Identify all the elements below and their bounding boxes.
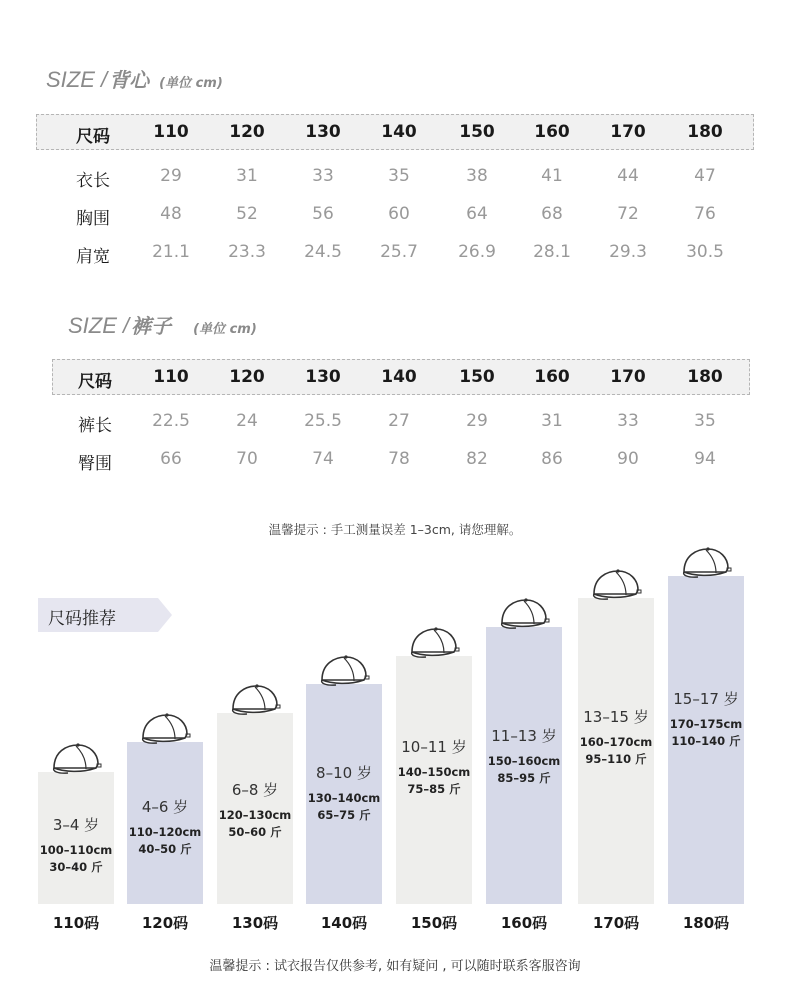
- weight-range: 95–110 斤: [585, 752, 647, 766]
- age-range: 15–17 岁: [673, 690, 739, 708]
- size-word: SIZE /: [68, 313, 130, 338]
- vest-cell-value: 21.1: [152, 242, 190, 262]
- vest-cell-value: 26.9: [458, 242, 496, 262]
- size-bar: [486, 627, 562, 904]
- age-range: 4–6 岁: [141, 798, 189, 816]
- height-range: 150–160cm: [487, 754, 561, 768]
- cap-icon: [588, 568, 644, 604]
- cap-icon: [48, 742, 104, 778]
- vest-cell-value: 24.5: [304, 242, 342, 262]
- vest-cell-value: 68: [541, 204, 563, 224]
- vest-category: 背心: [109, 68, 150, 92]
- pants-cell-value: 33: [617, 411, 639, 431]
- pants-header-size: 160: [534, 367, 570, 387]
- pants-header-label: 尺码: [78, 372, 112, 392]
- vest-cell-value: 56: [312, 204, 334, 224]
- size-bar: [127, 742, 203, 904]
- height-weight: [127, 824, 203, 858]
- pants-row-label: 裤长: [78, 416, 112, 436]
- weight-range: 40–50 斤: [138, 842, 192, 856]
- pants-cell-value: 86: [541, 449, 563, 469]
- size-label: 160码: [500, 914, 548, 932]
- vest-cell-value: 23.3: [228, 242, 266, 262]
- pants-section-title: [68, 310, 257, 339]
- size-label: 140码: [320, 914, 368, 932]
- vest-header-size: 140: [381, 122, 417, 142]
- vest-cell-value: 30.5: [686, 242, 724, 262]
- cap-icon: [678, 546, 734, 582]
- vest-section-title: [46, 64, 223, 93]
- size-bar: [396, 656, 472, 904]
- vest-cell-value: 72: [617, 204, 639, 224]
- size-bar: [578, 598, 654, 904]
- pants-cell-value: 94: [694, 449, 716, 469]
- age-range: 8–10 岁: [316, 764, 372, 782]
- cap-icon: [227, 683, 283, 719]
- pants-cell-value: 25.5: [304, 411, 342, 431]
- unit-label: (单位 cm): [193, 322, 257, 337]
- vest-header-label: 尺码: [76, 127, 110, 147]
- vest-header-size: 120: [229, 122, 265, 142]
- pants-cell-value: 35: [694, 411, 716, 431]
- vest-cell-value: 31: [236, 166, 258, 186]
- pants-row-label: 臀围: [78, 454, 112, 474]
- vest-row-label: 肩宽: [76, 247, 110, 267]
- vest-cell-value: 48: [160, 204, 182, 224]
- pants-cell-value: 70: [236, 449, 258, 469]
- vest-header-size: 130: [305, 122, 341, 142]
- age-range: 11–13 岁: [491, 727, 557, 745]
- height-range: 100–110cm: [39, 843, 113, 857]
- height-weight: [668, 716, 744, 750]
- height-weight: [217, 807, 293, 841]
- height-range: 140–150cm: [397, 765, 471, 779]
- vest-cell-value: 41: [541, 166, 563, 186]
- age-range: 6–8 岁: [231, 781, 279, 799]
- height-range: 170–175cm: [669, 717, 743, 731]
- pants-category: 裤子: [131, 314, 172, 338]
- vest-header-size: 110: [153, 122, 189, 142]
- vest-cell-value: 47: [694, 166, 716, 186]
- vest-header-size: 150: [459, 122, 495, 142]
- pants-cell-value: 27: [388, 411, 410, 431]
- vest-cell-value: 52: [236, 204, 258, 224]
- height-weight: [396, 764, 472, 798]
- weight-range: 30–40 斤: [49, 860, 103, 874]
- weight-range: 75–85 斤: [407, 782, 461, 796]
- size-bar: [306, 684, 382, 904]
- vest-header-size: 160: [534, 122, 570, 142]
- pants-header-size: 150: [459, 367, 495, 387]
- age-range: 3–4 岁: [52, 816, 100, 834]
- height-range: 160–170cm: [579, 735, 653, 749]
- size-label: 170码: [592, 914, 640, 932]
- pants-cell-value: 24: [236, 411, 258, 431]
- cap-icon: [316, 654, 372, 690]
- pants-cell-value: 29: [466, 411, 488, 431]
- height-range: 110–120cm: [128, 825, 202, 839]
- height-weight: [578, 734, 654, 768]
- size-bar: [38, 772, 114, 904]
- pants-cell-value: 90: [617, 449, 639, 469]
- vest-cell-value: 25.7: [380, 242, 418, 262]
- vest-cell-value: 64: [466, 204, 488, 224]
- height-weight: [38, 842, 114, 876]
- size-label: 120码: [141, 914, 189, 932]
- age-range: 10–11 岁: [401, 738, 467, 756]
- pants-cell-value: 22.5: [152, 411, 190, 431]
- unit-label: (单位 cm): [159, 76, 223, 91]
- cap-icon: [496, 597, 552, 633]
- vest-cell-value: 29: [160, 166, 182, 186]
- size-bar: [668, 576, 744, 904]
- weight-range: 50–60 斤: [228, 825, 282, 839]
- pants-cell-value: 78: [388, 449, 410, 469]
- cap-icon: [406, 626, 462, 662]
- pants-cell-value: 66: [160, 449, 182, 469]
- height-weight: [486, 753, 562, 787]
- pants-cell-value: 74: [312, 449, 334, 469]
- cap-icon: [137, 712, 193, 748]
- size-label: 180码: [682, 914, 730, 932]
- age-range: 13–15 岁: [583, 708, 649, 726]
- pants-header-size: 110: [153, 367, 189, 387]
- size-label: 130码: [231, 914, 279, 932]
- height-weight: [306, 790, 382, 824]
- height-range: 130–140cm: [307, 791, 381, 805]
- measurement-note: 温馨提示 : 手工测量误差 1–3cm, 请您理解。: [268, 522, 522, 537]
- pants-cell-value: 31: [541, 411, 563, 431]
- vest-cell-value: 33: [312, 166, 334, 186]
- vest-cell-value: 60: [388, 204, 410, 224]
- vest-row-label: 胸围: [76, 209, 110, 229]
- vest-header-size: 170: [610, 122, 646, 142]
- pants-header-size: 140: [381, 367, 417, 387]
- pants-cell-value: 82: [466, 449, 488, 469]
- vest-cell-value: 76: [694, 204, 716, 224]
- weight-range: 110–140 斤: [671, 734, 741, 748]
- size-bar: [217, 713, 293, 904]
- size-recommend-label: 尺码推荐: [48, 609, 116, 629]
- vest-cell-value: 28.1: [533, 242, 571, 262]
- vest-cell-value: 44: [617, 166, 639, 186]
- weight-range: 65–75 斤: [317, 808, 371, 822]
- pants-header-size: 180: [687, 367, 723, 387]
- size-word: SIZE /: [46, 67, 108, 92]
- vest-cell-value: 38: [466, 166, 488, 186]
- weight-range: 85–95 斤: [497, 771, 551, 785]
- height-range: 120–130cm: [218, 808, 292, 822]
- vest-cell-value: 29.3: [609, 242, 647, 262]
- vest-row-label: 衣长: [76, 171, 110, 191]
- vest-cell-value: 35: [388, 166, 410, 186]
- size-label: 110码: [52, 914, 100, 932]
- vest-header-size: 180: [687, 122, 723, 142]
- report-note: 温馨提示 : 试衣报告仅供参考, 如有疑问 , 可以随时联系客服咨询: [209, 959, 581, 974]
- pants-header-size: 130: [305, 367, 341, 387]
- pants-header-size: 170: [610, 367, 646, 387]
- size-recommend-tag: [38, 598, 158, 632]
- pants-header-size: 120: [229, 367, 265, 387]
- size-label: 150码: [410, 914, 458, 932]
